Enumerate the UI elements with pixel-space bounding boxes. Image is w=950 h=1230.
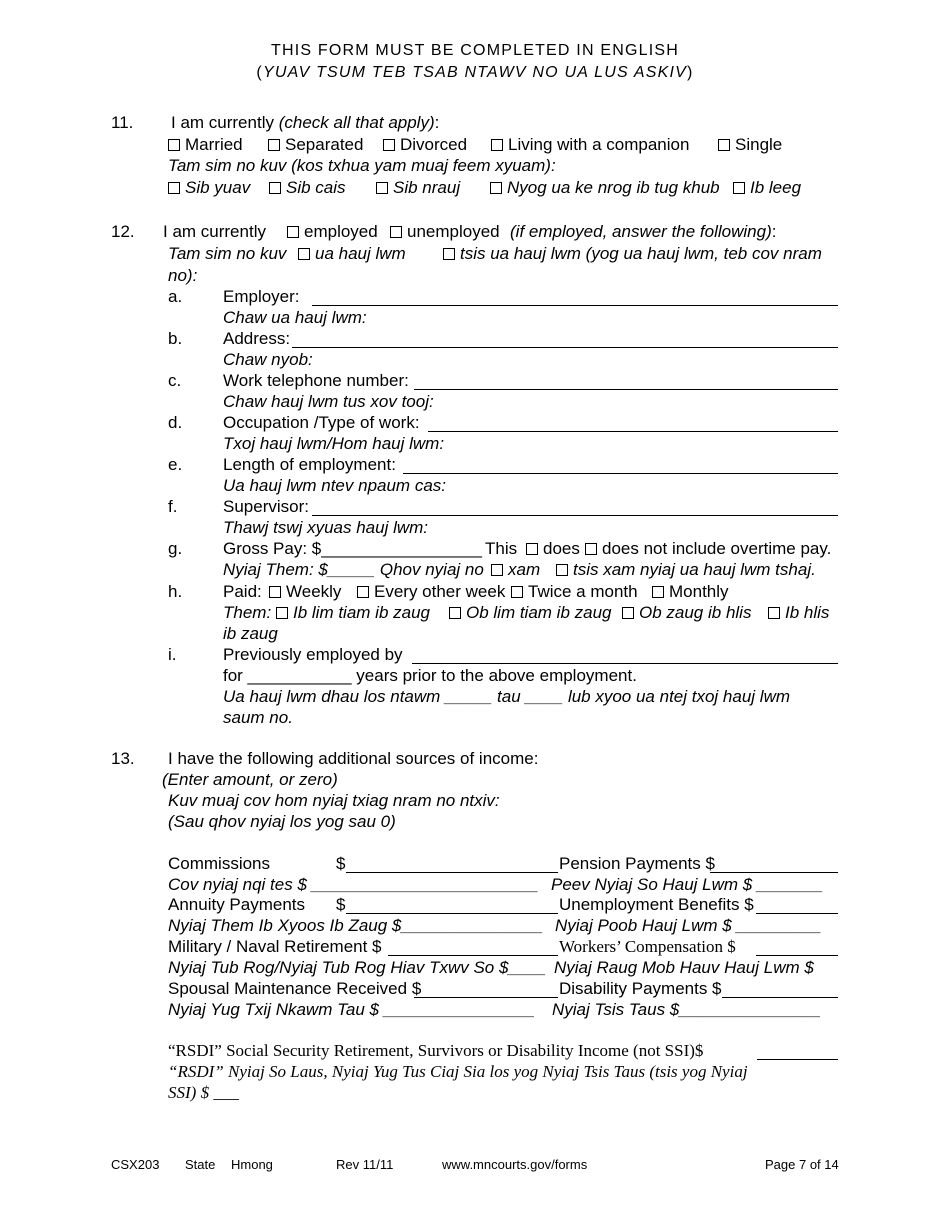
unemployment-hmong: Nyiaj Poob Hauj Lwm $ _________ (555, 916, 822, 935)
q12-translation-employed: ua hauj lwm (298, 244, 406, 264)
q12h-hmong-label: Them: (223, 603, 272, 622)
q11-hmong-option-4: Nyog ua ke nrog ib tug khub (490, 178, 720, 198)
q12e-label: Length of employment: (223, 455, 396, 474)
gross-pay-field[interactable]: Gross Pay: $_________________ (223, 539, 482, 558)
q12f-label: Supervisor: (223, 497, 309, 516)
gross-pay-this: This (485, 539, 518, 558)
pension-input-line[interactable] (710, 872, 838, 873)
commissions-label: Commissions (168, 854, 271, 873)
q12c-hmong: Chaw hauj lwm tus xov tooj: (223, 392, 434, 411)
checkbox-does-not-include[interactable] (585, 543, 597, 555)
checkbox-divorced[interactable] (383, 139, 395, 151)
q12-number: 12. (111, 222, 135, 241)
workers-comp-label: Workers’ Compensation $ (559, 937, 736, 956)
paid-twice-a-month[interactable]: Twice a month (511, 582, 638, 602)
footer-page-number: Page 7 of 14 (765, 1157, 839, 1172)
q13-translation-hint: (Sau qhov nyiaj los yog sau 0) (168, 812, 396, 831)
q11-option-married[interactable]: Married (168, 135, 243, 155)
disability-input-line[interactable] (722, 997, 838, 998)
paid-every-other-week[interactable]: Every other week (357, 582, 505, 602)
q11-option-divorced[interactable]: Divorced (383, 135, 467, 155)
checkbox-unemployed[interactable] (390, 226, 402, 238)
pension-label: Pension Payments $ (559, 854, 715, 873)
q11-hmong-option-5: Ib leeg (733, 178, 801, 198)
checkbox-nyog-ua-ke[interactable] (490, 182, 502, 194)
q12-option-employed[interactable]: employed (287, 222, 378, 242)
supervisor-input-line[interactable] (312, 515, 838, 516)
q11-hmong-option-3: Sib nrauj (376, 178, 460, 198)
q12-hint: (if employed, answer the following): (510, 222, 777, 241)
checkbox-ob-zaug[interactable] (622, 607, 634, 619)
q11-option-separated[interactable]: Separated (268, 135, 363, 155)
checkbox-ob-lim-tiam[interactable] (449, 607, 461, 619)
q12a-label: Employer: (223, 287, 300, 306)
paid-monthly[interactable]: Monthly (652, 582, 729, 602)
q12h-hmong-end: ib zaug (223, 624, 278, 643)
footer-state: State (185, 1157, 216, 1172)
occupation-input-line[interactable] (428, 431, 838, 432)
workers-comp-input-line[interactable] (756, 955, 838, 956)
length-of-employment-input-line[interactable] (403, 473, 838, 474)
checkbox-monthly[interactable] (652, 586, 664, 598)
q12i-hmong: Ua hauj lwm dhau los ntawm _____ tau ____ lub xyoo ua ntej txoj hauj lwm (223, 687, 791, 706)
gross-pay-does-not[interactable]: does not include overtime pay. (585, 539, 831, 559)
spousal-input-line[interactable] (414, 997, 558, 998)
annuity-hmong: Nyiaj Them Ib Xyoos Ib Zaug $_______________ (168, 916, 544, 935)
spousal-label: Spousal Maintenance Received $ (168, 979, 422, 998)
checkbox-sib-cais[interactable] (269, 182, 281, 194)
q11-hmong-option-1: Sib yuav (168, 178, 250, 198)
q12e-hmong: Ua hauj lwm ntev npaum cas: (223, 476, 446, 495)
footer-language: Hmong (231, 1157, 273, 1172)
q12h-hmong-option-2: Ob lim tiam ib zaug (449, 603, 612, 623)
q12h-letter: h. (168, 582, 183, 601)
rsdi-label: “RSDI” Social Security Retirement, Survivors or Disability Income (not SSI)$ (168, 1041, 704, 1060)
checkbox-tsis-ua-hauj-lwm[interactable] (443, 248, 455, 260)
q12h-hmong-option-1: Ib lim tiam ib zaug (276, 603, 430, 623)
q12e-letter: e. (168, 455, 183, 474)
q12f-hmong: Thawj tswj xyuas hauj lwm: (223, 518, 429, 537)
footer-url[interactable]: www.mncourts.gov/forms (442, 1157, 588, 1172)
work-phone-input-line[interactable] (414, 389, 838, 390)
military-hmong: Nyiaj Tub Rog/Nyiaj Tub Rog Hiav Txwv So $____ (168, 958, 547, 977)
footer-revision: Rev 11/11 (336, 1157, 394, 1172)
checkbox-employed[interactable] (287, 226, 299, 238)
military-input-line[interactable] (388, 955, 558, 956)
disability-hmong: Nyiaj Tsis Taus $_______________ (552, 1000, 822, 1019)
q12h-hmong-option-3: Ob zaug ib hlis (622, 603, 751, 623)
q12a-letter: a. (168, 287, 183, 306)
q12i-hmong-end: saum no. (223, 708, 293, 727)
q12h-label: Paid: (223, 582, 262, 601)
rsdi-input-line[interactable] (757, 1059, 838, 1060)
q12g-letter: g. (168, 539, 183, 558)
footer-form-number: CSX203 (111, 1157, 160, 1172)
q12g-hmong-b: xam (491, 560, 540, 580)
checkbox-xam[interactable] (491, 564, 503, 576)
annuity-label: Annuity Payments (168, 895, 306, 914)
q13-translation: Kuv muaj cov hom nyiaj txiag nram no ntxiv: (168, 791, 500, 810)
q12d-label: Occupation /Type of work: (223, 413, 420, 432)
rsdi-hmong-end: SSI) $ ___ (168, 1083, 239, 1102)
checkbox-companion[interactable] (491, 139, 503, 151)
checkbox-sib-yuav[interactable] (168, 182, 180, 194)
unemployment-input-line[interactable] (756, 913, 838, 914)
q12-translation-a: Tam sim no kuv (168, 244, 287, 263)
q12d-hmong: Txoj hauj lwm/Hom hauj lwm: (223, 434, 445, 453)
q12h-hmong-option-4: Ib hlis (768, 603, 829, 623)
q13-label: I have the following additional sources of income: (168, 749, 539, 768)
checkbox-ib-leeg[interactable] (733, 182, 745, 194)
q12c-label: Work telephone number: (223, 371, 409, 390)
unemployment-label: Unemployment Benefits $ (559, 895, 754, 914)
rsdi-hmong: “RSDI” Nyiaj So Laus, Nyiaj Yug Tus Ciaj Sia los yog Nyiaj Tsis Taus (tsis yog Nyiaj (168, 1062, 748, 1081)
q11-option-single[interactable]: Single (718, 135, 782, 155)
q11-label: I am currently (check all that apply): (171, 113, 440, 132)
checkbox-tsis-xam[interactable] (556, 564, 568, 576)
checkbox-does-include[interactable] (526, 543, 538, 555)
q12a-hmong: Chaw ua hauj lwm: (223, 308, 367, 327)
previous-employer-input-line[interactable] (412, 663, 838, 664)
checkbox-weekly[interactable] (269, 586, 281, 598)
q12b-label: Address: (223, 329, 291, 348)
gross-pay-does[interactable]: does (526, 539, 580, 559)
q12b-letter: b. (168, 329, 183, 348)
checkbox-sib-nrauj[interactable] (376, 182, 388, 194)
q12i-label: Previously employed by (223, 645, 403, 664)
q12-option-unemployed[interactable]: unemployed (390, 222, 500, 242)
q12b-hmong: Chaw nyob: (223, 350, 313, 369)
checkbox-ua-hauj-lwm[interactable] (298, 248, 310, 260)
checkbox-every-other-week[interactable] (357, 586, 369, 598)
q12-translation-end: no): (168, 266, 198, 285)
military-label: Military / Naval Retirement $ (168, 937, 382, 956)
commissions-dollar: $ (336, 854, 346, 873)
q12g-hmong-c: tsis xam nyiaj ua hauj lwm tshaj. (556, 560, 816, 580)
q11-number: 11. (111, 113, 134, 132)
disability-label: Disability Payments $ (559, 979, 722, 998)
form-language-notice-hmong: (YUAV TSUM TEB TSAB NTAWV NO UA LUS ASKIV) (256, 64, 694, 81)
q11-option-companion[interactable]: Living with a companion (491, 135, 689, 155)
workers-comp-hmong: Nyiaj Raug Mob Hauv Hauj Lwm $ (554, 958, 814, 977)
q11-hmong-option-2: Sib cais (269, 178, 346, 198)
q12i-years: for ___________ years prior to the above employment. (223, 666, 637, 685)
q11-translation: Tam sim no kuv (kos txhua yam muaj feem xyuam): (168, 156, 556, 175)
checkbox-ib-lim-tiam[interactable] (276, 607, 288, 619)
q12-translation-unemployed: tsis ua hauj lwm (yog ua hauj lwm, teb cov nram (443, 244, 822, 264)
q12c-letter: c. (168, 371, 182, 390)
q13-hint: (Enter amount, or zero) (162, 770, 338, 789)
address-input-line[interactable] (292, 347, 838, 348)
paid-weekly[interactable]: Weekly (269, 582, 341, 602)
commissions-input-line[interactable] (346, 872, 558, 873)
form-language-notice: THIS FORM MUST BE COMPLETED IN ENGLISH (270, 42, 679, 59)
q12i-letter: i. (168, 645, 177, 664)
checkbox-ib-hlis[interactable] (768, 607, 780, 619)
pension-hmong: Peev Nyiaj So Hauj Lwm $ _______ (551, 875, 824, 894)
checkbox-separated[interactable] (268, 139, 280, 151)
checkbox-twice-a-month[interactable] (511, 586, 523, 598)
spousal-hmong: Nyiaj Yug Txij Nkawm Tau $ ________________ (168, 1000, 536, 1019)
employer-input-line[interactable] (312, 305, 838, 306)
q13-number: 13. (111, 749, 135, 768)
annuity-input-line[interactable] (346, 913, 558, 914)
q12f-letter: f. (168, 497, 178, 516)
q12-label: I am currently (163, 222, 266, 241)
checkbox-single[interactable] (718, 139, 730, 151)
q12d-letter: d. (168, 413, 183, 432)
commissions-hmong: Cov nyiaj nqi tes $ ________________________ (168, 875, 539, 894)
checkbox-married[interactable] (168, 139, 180, 151)
q12g-hmong-a: Nyiaj Them: $_____ Qhov nyiaj no (223, 560, 484, 579)
annuity-dollar: $ (336, 895, 346, 914)
